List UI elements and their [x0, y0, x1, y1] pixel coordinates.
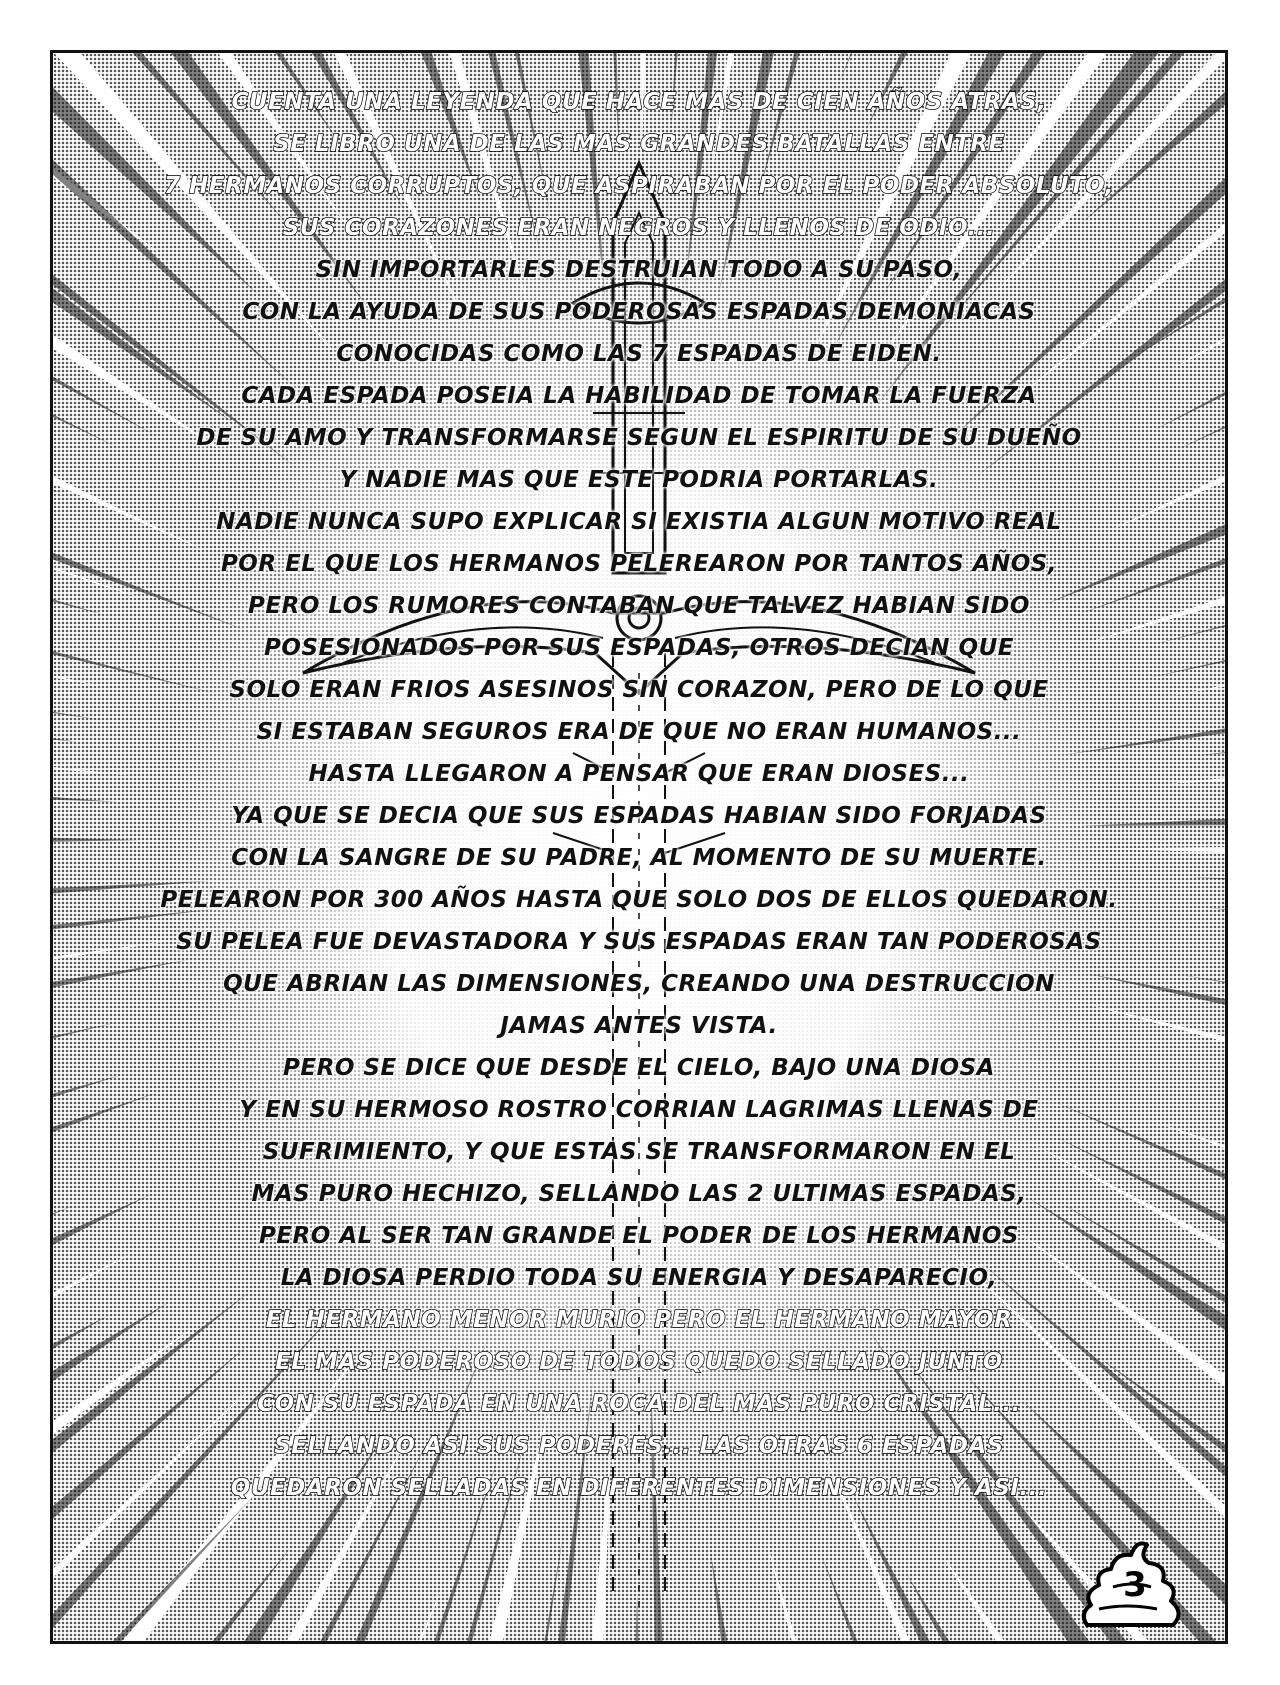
- story-line: SELLANDO ASI SUS PODERES... LAS OTRAS 6 ESPADAS: [274, 1433, 1004, 1459]
- story-line: SU PELEA FUE DEVASTADORA Y SUS ESPADAS ERAN TAN PODEROSAS: [176, 929, 1102, 955]
- story-line: PERO LOS RUMORES CONTABAN QUE TALVEZ HABIAN SIDO: [248, 593, 1030, 619]
- story-line: CON LA SANGRE DE SU PADRE, AL MOMENTO DE SU MUERTE.: [231, 845, 1047, 871]
- story-line: SE LIBRO UNA DE LAS MAS GRANDES BATALLAS ENTRE: [273, 131, 1005, 157]
- story-line: YA QUE SE DECIA QUE SUS ESPADAS HABIAN SIDO FORJADAS: [231, 803, 1047, 829]
- page-number: 3: [1123, 1565, 1147, 1605]
- story-line: CADA ESPADA POSEIA LA HABILIDAD DE TOMAR LA FUERZA: [241, 383, 1037, 409]
- story-line: POSESIONADOS POR SUS ESPADAS, OTROS DECIAN QUE: [264, 635, 1014, 661]
- story-line: QUE ABRIAN LAS DIMENSIONES, CREANDO UNA DESTRUCCION: [223, 971, 1055, 997]
- story-line: EL MAS PODEROSO DE TODOS QUEDO SELLADO JUNTO: [275, 1349, 1003, 1375]
- story-line: QUEDARON SELLADAS EN DIFERENTES DIMENSIONES Y ASI...: [230, 1475, 1048, 1501]
- story-line: SOLO ERAN FRIOS ASESINOS SIN CORAZON, PERO DE LO QUE: [229, 677, 1049, 703]
- story-panel: [50, 50, 1228, 1644]
- story-line: MAS PURO HECHIZO, SELLANDO LAS 2 ULTIMAS ESPADAS,: [251, 1181, 1027, 1207]
- story-line: HASTA LLEGARON A PENSAR QUE ERAN DIOSES...: [308, 761, 970, 787]
- story-line: PELEARON POR 300 AÑOS HASTA QUE SOLO DOS DE ELLOS QUEDARON.: [160, 887, 1118, 913]
- story-line: CONOCIDAS COMO LAS 7 ESPADAS DE EIDEN.: [336, 341, 942, 367]
- story-line: PERO SE DICE QUE DESDE EL CIELO, BAJO UNA DIOSA: [283, 1055, 995, 1081]
- story-line: SIN IMPORTARLES DESTRUIAN TODO A SU PASO,: [315, 257, 963, 283]
- story-line: POR EL QUE LOS HERMANOS PELEREARON POR TANTOS AÑOS,: [220, 551, 1058, 577]
- story-line: Y NADIE MAS QUE ESTE PODRIA PORTARLAS.: [339, 467, 939, 493]
- story-line: JAMAS ANTES VISTA.: [500, 1013, 778, 1039]
- story-line: CUENTA UNA LEYENDA QUE HACE MAS DE CIEN AÑOS ATRAS,: [231, 89, 1047, 115]
- story-line: CON SU ESPADA EN UNA ROCA DEL MAS PURO CRISTAL...: [257, 1391, 1021, 1417]
- story-line: DE SU AMO Y TRANSFORMARSE SEGUN EL ESPIRITU DE SU DUEÑO: [196, 425, 1082, 451]
- story-line: SUS CORAZONES ERAN NEGROS Y LLENOS DE ODIO...: [282, 215, 996, 241]
- story-line: Y EN SU HERMOSO ROSTRO CORRIAN LAGRIMAS LLENAS DE: [239, 1097, 1039, 1123]
- story-line: CON LA AYUDA DE SUS PODEROSAS ESPADAS DEMONIACAS: [242, 299, 1036, 325]
- story-line: PERO AL SER TAN GRANDE EL PODER DE LOS HERMANOS: [258, 1223, 1019, 1249]
- story-line: 7 HERMANOS CORRUPTOS, QUE ASPIRABAN POR EL PODER ABSOLUTO,: [164, 173, 1114, 199]
- story-line: SUFRIMIENTO, Y QUE ESTAS SE TRANSFORMARON EN EL: [262, 1139, 1016, 1165]
- story-line: NADIE NUNCA SUPO EXPLICAR SI EXISTIA ALGUN MOTIVO REAL: [216, 509, 1062, 535]
- story-line: LA DIOSA PERDIO TODA SU ENERGIA Y DESAPARECIO,: [280, 1265, 998, 1291]
- story-line: EL HERMANO MENOR MURIO PERO EL HERMANO MAYOR: [265, 1307, 1013, 1333]
- story-text: [53, 81, 1225, 1509]
- story-line: SI ESTABAN SEGUROS ERA DE QUE NO ERAN HUMANOS...: [256, 719, 1022, 745]
